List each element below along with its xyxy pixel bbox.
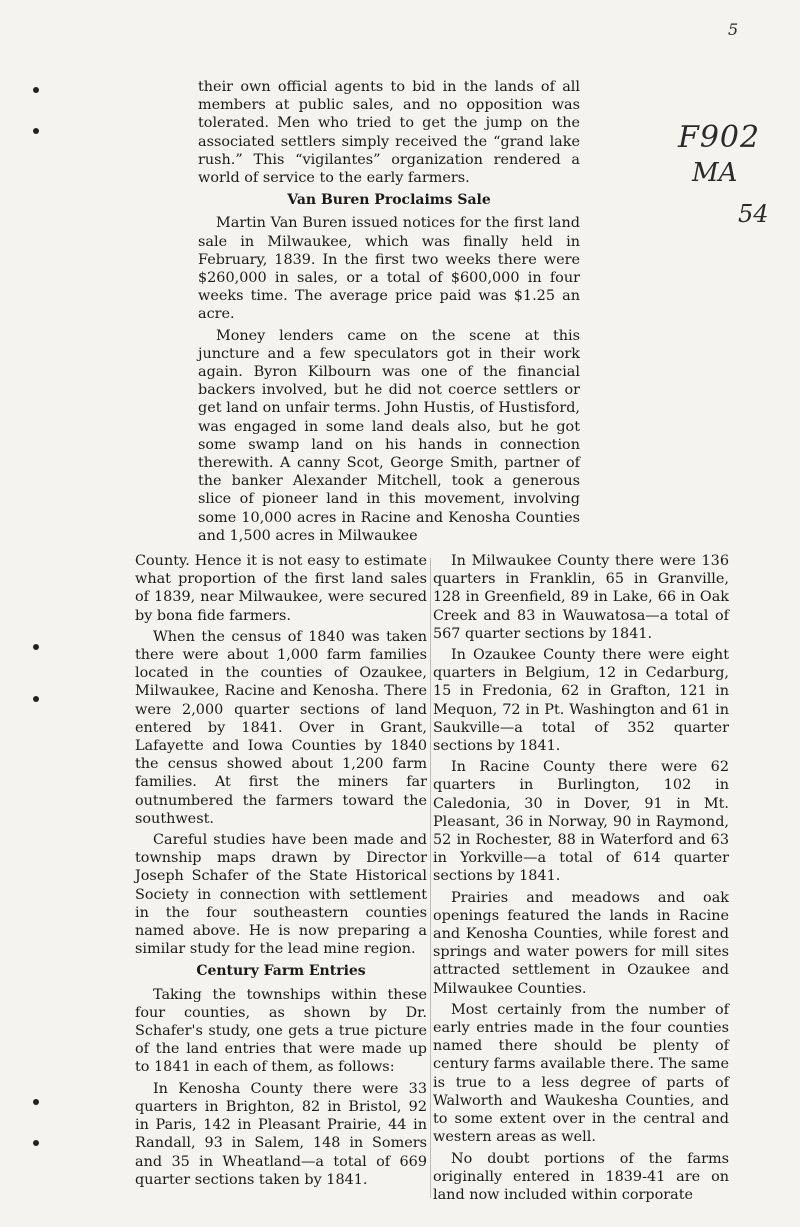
binding-hole-mark [33,696,39,702]
paragraph: Money lenders came on the scene at this juncture and a few speculators got in their work again. Byron Kilbourn was one of the financial backers involved, but he did not coerce settlers or get land on unfair terms. John Hustis, of Hustisford, was engaged in some land deals also, but he got some swamp land on his hands in connection therewith. A canny Scot, George Smith, partner of the banker Alexander Mitchell, took a generous slice of pioneer land in this movement, involving some 10,000 acres in Racine and Kenosha Counties and 1,500 acres in Milwaukee [198,327,580,544]
handwritten-note: F902 [678,120,761,155]
paragraph: In Milwaukee County there were 136 quarters in Franklin, 65 in Granville, 128 in Greenfield, 89 in Lake, 66 in Oak Creek and 83 in Wauwatosa—a total of 567 quarter sections by 1841. [433,553,729,642]
paragraph: In Ozaukee County there were eight quarters in Belgium, 12 in Cedarburg, 15 in Fredonia, 62 in Grafton, 121 in Mequon, 72 in Pt. Washington and 61 in Saukville—a total of 352 quarter sections by 1841. [433,647,729,755]
paragraph: Careful studies have been made and township maps drawn by Director Joseph Schafer of the State Historical Society in connection with settlement in the four southeastern counties named above. He is now preparing a similar study for the lead mine region. [135,832,427,958]
left-column [135,552,427,1192]
paragraph: In Racine County there were 62 quarters in Burlington, 102 in Caledonia, 30 in Dover, 91 in Mt. Pleasant, 36 in Norway, 90 in Raymond, 52 in Rochester, 88 in Waterford and 63 in Yorkville—a total of 614 quarter sections by 1841. [433,759,729,885]
binding-hole-mark [33,1099,39,1105]
paragraph: When the census of 1840 was taken there were about 1,000 farm families located in the counties of Ozaukee, Milwaukee, Racine and Kenosha. There were 2,000 quarter sections of land entered by 1841. Over in Grant, Lafayette and Iowa Counties by 1840 the census showed about 1,200 farm families. At first the miners far outnumbered the farmers toward the southwest. [135,628,427,827]
section-heading: Century Farm Entries [196,963,366,980]
binding-hole-mark [33,128,39,134]
paragraph: No doubt portions of the farms originally entered in 1839-41 are on land now included within corporate [433,1150,729,1203]
paragraph: their own official agents to bid in the lands of all members at public sales, and no opposition was tolerated. Men who tried to get the jump on the associated settlers simply received the “grand lake rush.” This “vigilantes” organization rendered a world of service to the early farmers. [198,79,580,187]
binding-hole-mark [33,87,39,93]
page-number: 5 [728,20,739,39]
paragraph: Most certainly from the number of early entries made in the four counties named there should be plenty of century farms available there. The same is true to a less degree of parts of Walworth and Waukesha Counties, and to some extent over in the central and western areas as well. [433,1001,729,1146]
handwritten-note: MA [692,158,738,188]
top-column [198,78,580,548]
paragraph: Martin Van Buren issued notices for the first land sale in Milwaukee, which was finally held in February, 1839. In the first two weeks there were $260,000 in sales, or a total of $600,000 in four weeks time. The average price paid was $1.25 an acre. [198,215,580,323]
binding-hole-mark [33,1140,39,1146]
handwritten-note: 54 [738,200,769,228]
paragraph: County. Hence it is not easy to estimate what proportion of the first land sales of 1839, near Milwaukee, were secured by bona fide farmers. [135,553,427,624]
section-heading: Van Buren Proclaims Sale [287,192,491,209]
column-divider [430,558,431,1198]
paragraph: In Kenosha County there were 33 quarters in Brighton, 82 in Bristol, 92 in Paris, 142 in Pleasant Prairie, 44 in Randall, 93 in Salem, 148 in Somers and 35 in Wheatland—a total of 669 quarter sections taken by 1841. [135,1080,427,1188]
paragraph: Prairies and meadows and oak openings featured the lands in Racine and Kenosha Counties, while forest and springs and water powers for mill sites attracted settlement in Ozaukee and Milwaukee Counties. [433,889,729,997]
binding-hole-mark [33,644,39,650]
paragraph: Taking the townships within these four counties, as shown by Dr. Schafer's study, one gets a true picture of the land entries that were made up to 1841 in each of them, as follows: [135,986,427,1076]
right-column [433,552,729,1207]
